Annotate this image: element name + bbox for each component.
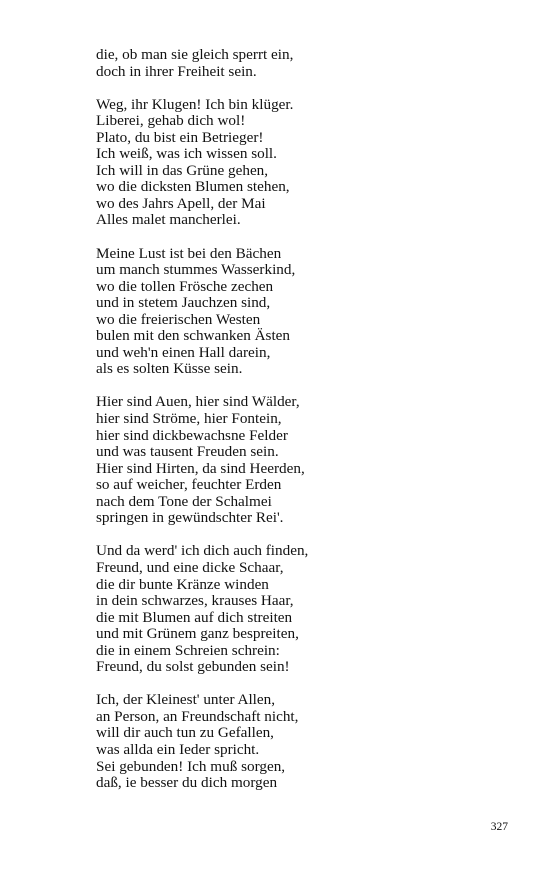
poem-line: Hier sind Auen, hier sind Wälder, (96, 393, 300, 411)
stanza-gap (96, 676, 496, 693)
poem-line: und in stetem Jauchzen sind, (96, 294, 271, 312)
poem-line: und mit Grünem ganz bespreiten, (96, 625, 299, 643)
poem-line: Hier sind Hirten, da sind Heerden, (96, 459, 305, 477)
stanza (96, 47, 496, 80)
stanza-gap (96, 527, 496, 544)
poem-line: die dir bunte Kränze winden (96, 575, 269, 593)
poem-line: was allda ein Ieder spricht. (96, 740, 260, 758)
stanza (96, 97, 496, 229)
poem-line: nach dem Tone der Schalmei (96, 492, 272, 510)
page-number: 327 (490, 821, 508, 833)
poem-line: und was tausent Freuden sein. (96, 443, 279, 461)
poem-line: als es solten Küsse sein. (96, 360, 243, 378)
poem-line: Plato, du bist ein Betrieger! (96, 128, 264, 146)
poem-line: daß, ie besser du dich morgen (96, 774, 278, 792)
poem-line: Ich weiß, was ich wissen soll. (96, 145, 277, 163)
poem-line: Sei gebunden! Ich muß sorgen, (96, 757, 286, 775)
poem-line: und weh'n einen Hall darein, (96, 343, 271, 361)
poem-line: die mit Blumen auf dich streiten (96, 608, 293, 626)
poem-line: hier sind Ströme, hier Fontein, (96, 410, 282, 428)
poem-line: in dein schwarzes, krauses Haar, (96, 592, 294, 610)
poem-line: wo die freierischen Westen (96, 310, 261, 328)
poem-line: um manch stummes Wasserkind, (96, 261, 296, 279)
poem-line: die, ob man sie gleich sperrt ein, (96, 46, 294, 63)
stanza (96, 246, 496, 378)
poem-line: Freund, du solst gebunden sein! (96, 658, 290, 676)
poem-line: Meine Lust ist bei den Bächen (96, 244, 282, 262)
poem-line: Freund, und eine dicke Schaar, (96, 558, 284, 576)
stanza-gap (96, 378, 496, 395)
stanza-gap (96, 80, 496, 97)
poem-line: Alles malet mancherlei. (96, 211, 241, 229)
poem-line: bulen mit den schwanken Ästen (96, 327, 291, 345)
stanza (96, 692, 496, 791)
poem-text (96, 47, 496, 792)
poem-line: springen in gewündschter Rei'. (96, 509, 284, 527)
poem-line: Liberei, gehab dich wol! (96, 112, 246, 130)
poem-line: Ich, der Kleinest' unter Allen, (96, 691, 276, 709)
poem-line: Und da werd' ich dich auch finden, (96, 542, 309, 560)
poem-line: Ich will in das Grüne gehen, (96, 161, 269, 179)
poem-line: wo die tollen Frösche zechen (96, 277, 274, 295)
poem-line: hier sind dickbewachsne Felder (96, 426, 288, 444)
stanza (96, 543, 496, 675)
poem-line: wo die dicksten Blumen stehen, (96, 178, 290, 196)
poem-line: an Person, an Freundschaft nicht, (96, 707, 299, 725)
poem-line: will dir auch tun zu Gefallen, (96, 724, 274, 742)
poem-line: Weg, ihr Klugen! Ich bin klüger. (96, 95, 294, 113)
poem-line: so auf weicher, feuchter Erden (96, 476, 282, 494)
poem-line: wo des Jahrs Apell, der Mai (96, 194, 266, 212)
poem-line: doch in ihrer Freiheit sein. (96, 62, 257, 80)
poem-line: die in einem Schreien schrein: (96, 641, 280, 659)
stanza-gap (96, 229, 496, 246)
stanza (96, 394, 496, 526)
